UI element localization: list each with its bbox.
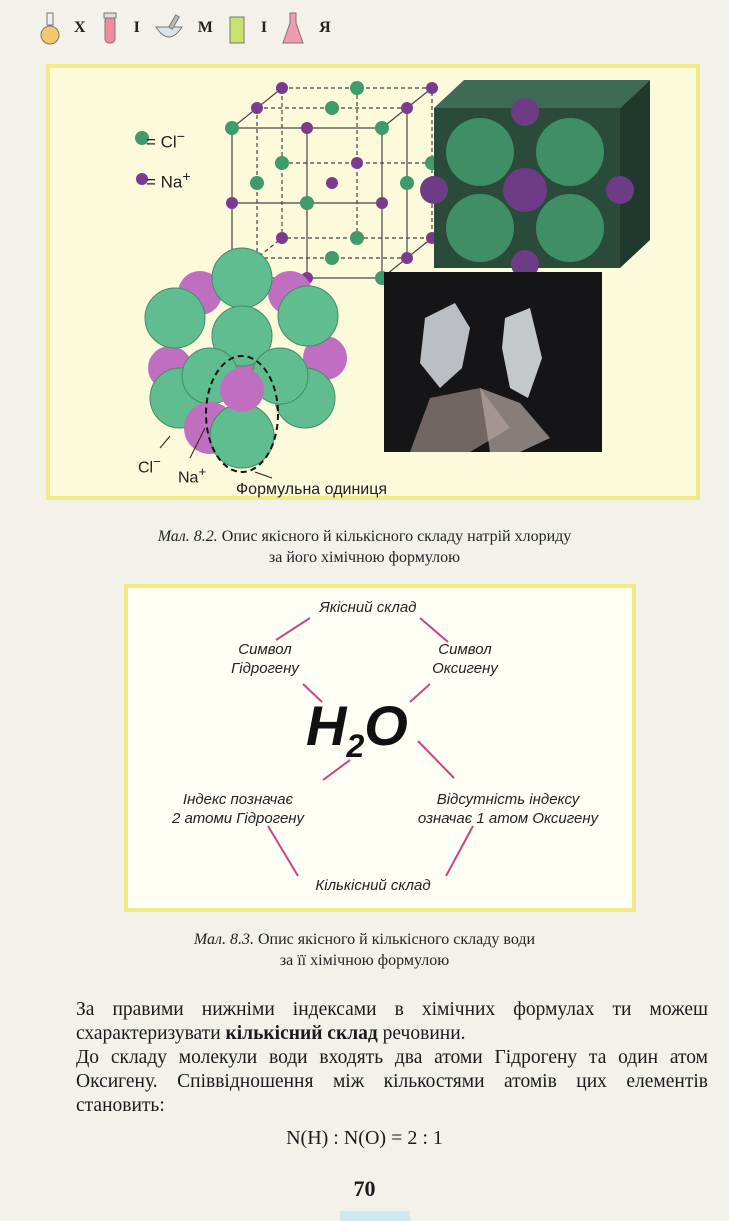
mortar-icon — [154, 11, 184, 45]
page-number: 70 — [353, 1176, 376, 1201]
beaker-icon — [227, 11, 247, 45]
index-meaning-label: Індекс позначає 2 атоми Гідрогену — [171, 791, 305, 827]
round-flask-icon — [40, 11, 60, 45]
quantitative-label: Кількісний склад — [315, 877, 431, 894]
figure-8-3 — [124, 584, 636, 912]
figure-8-2-caption: Мал. 8.2. Опис якісного й кількісного складу натрій хлориду за його хімічною формулою — [157, 528, 572, 566]
symbol-hydrogen-label: Символ Гідрогену — [231, 641, 299, 677]
bottom-bar — [340, 1211, 410, 1221]
figure-8-2 — [46, 64, 700, 500]
test-tube-icon — [100, 11, 120, 45]
water-formula: $H_2O$ — [306, 694, 408, 765]
no-index-meaning-label: Відсутність індексу означає 1 атом Оксигену — [417, 791, 599, 827]
qualitative-label: Якісний склад — [319, 599, 417, 616]
header-letter-5: Я — [319, 19, 331, 36]
conical-flask-icon — [281, 11, 305, 45]
header-letter-4: І — [260, 19, 268, 36]
paragraph-1: За правими нижніми індексами в хімічних формулах ти можеш схарактеризувати кількісний склад речовини. — [76, 999, 708, 1044]
ball-label-cl: Cl− — [138, 454, 161, 477]
header-letter-3: М — [197, 19, 213, 36]
packed-cube — [420, 80, 650, 278]
figure-8-3-caption: Мал. 8.3. Опис якісного й кількісного складу води за її хімічною формулою — [193, 931, 536, 969]
ball-model — [145, 248, 347, 478]
crystal-photo — [384, 272, 602, 452]
legend-na-label: = Na+ — [146, 169, 191, 192]
paragraph-2: До складу молекули води входять два атоми Гідрогену та один атом Оксигену. Співвідношення між кількостями атомів цих елементів становить: — [76, 1047, 708, 1116]
symbol-oxygen-label: Символ Оксигену — [432, 641, 498, 677]
header-letter-2: І — [133, 19, 140, 36]
header-letter-1: Х — [74, 19, 86, 36]
formula-unit-label: Формульна одиниця — [236, 481, 388, 498]
ratio-formula: N(H) : N(O) = 2 : 1 — [286, 1127, 443, 1149]
legend-cl-label: = Cl− — [146, 129, 185, 152]
ball-label-na: Na+ — [178, 464, 207, 487]
page-header — [40, 6, 331, 50]
